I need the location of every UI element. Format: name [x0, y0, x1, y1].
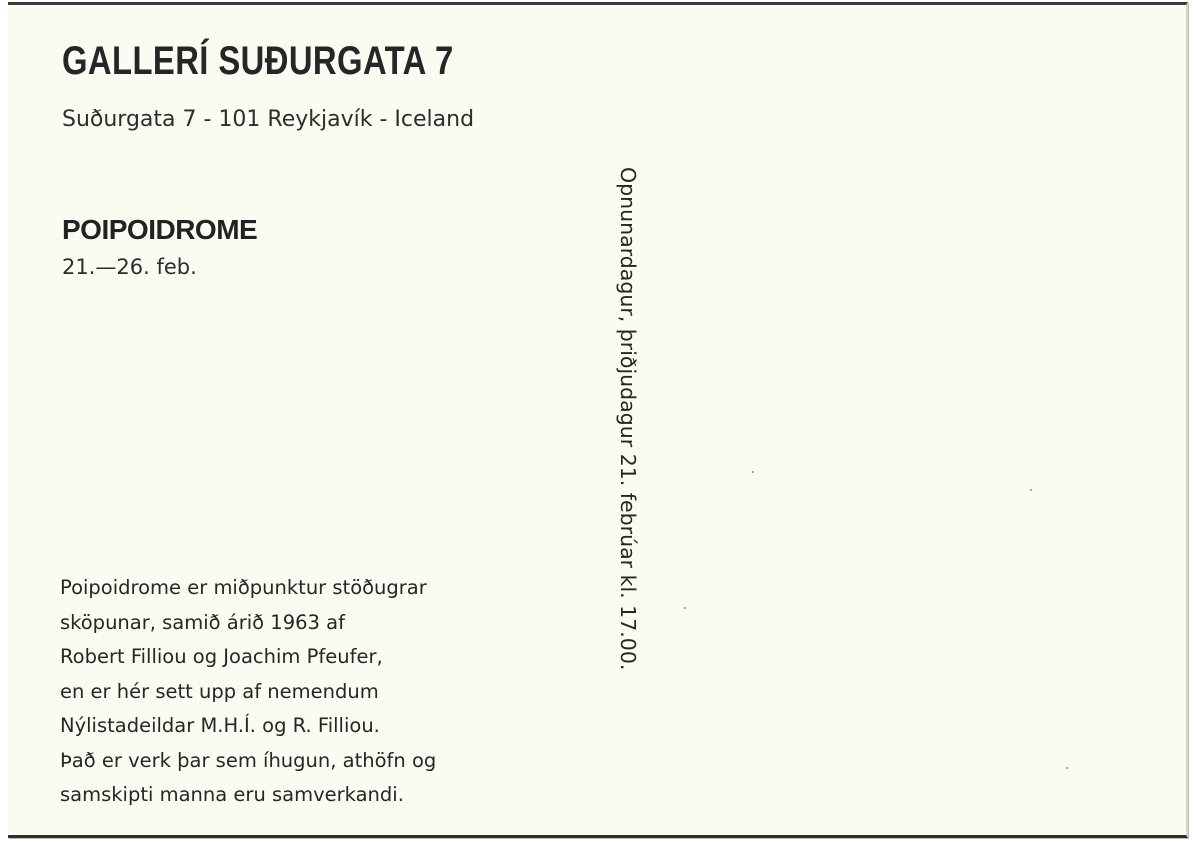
description-line: Það er verk þar sem íhugun, athöfn og: [60, 748, 437, 772]
exhibition-dates: 21.—26. feb.: [62, 255, 197, 279]
description-line: Poipoidrome er miðpunktur stöðugrar: [60, 576, 427, 599]
gallery-address: Suðurgata 7 - 101 Reykjavík - Iceland: [62, 107, 475, 132]
paper-speck: [684, 607, 686, 609]
exhibition-title: POIPOIDROME: [62, 214, 258, 245]
description-line: en er hér sett upp af nemendum: [60, 679, 379, 703]
description-line: Nýlistadeildar M.H.Í. og R. Filliou.: [60, 714, 380, 737]
description-line: Robert Filliou og Joachim Pfeufer,: [60, 645, 383, 668]
gallery-name: GALLERÍ SUÐURGATA 7: [62, 39, 454, 83]
opening-notice: Opnunardagur, þriðjudagur 21. febrúar kl. 17.00.: [616, 167, 640, 671]
exhibition-description: [60, 571, 520, 813]
description-line: samskipti manna eru samverkandi.: [60, 783, 404, 806]
paper-speck: [1066, 767, 1068, 769]
paper-speck: [752, 471, 754, 473]
description-line: sköpunar, samið árið 1963 af: [60, 610, 345, 634]
postcard-back: [8, 2, 1188, 838]
paper-speck: [1030, 489, 1032, 491]
